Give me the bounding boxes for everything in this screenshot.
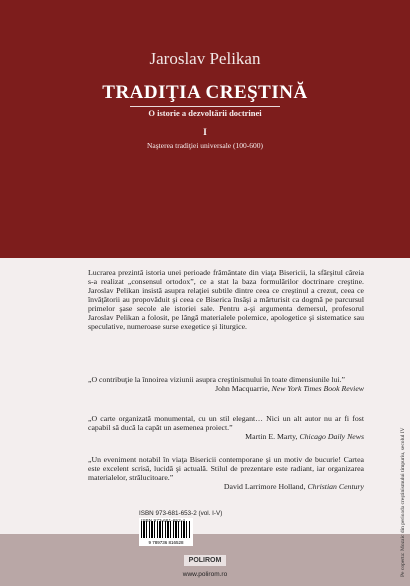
- review-source: Chicago Daily News: [299, 432, 364, 441]
- barcode-number: 9 789736 816528: [148, 540, 184, 545]
- publisher-logo: POLIROM: [184, 555, 226, 566]
- review-attribution: [88, 432, 364, 441]
- review-attribution: [88, 384, 364, 393]
- review-attribution: [88, 482, 364, 491]
- review-quote: [88, 414, 364, 441]
- isbn-set: ISBN 973-681-653-2 (vol. I-V): [139, 510, 223, 517]
- book-description: Lucrarea prezintă istoria unei perioade frământate din viaţa Bisericii, la sfârşitul căreia s-a realizat „consensul ortodox”, ce a stat la baza formulărilor doctrinare creştine. Jaroslav Pelikan insistă asupra relaţiei subtile dintre ceea ce creştinul a crezut, ceea ce învăţătorii au propovăduit şi ceea ce Biserica însăşi a mărturisit ca dogmă pe parcursul primelor şase secole ale istoriei sale. Pentru a-şi argumenta demersul, profesorul Jaroslav Pelikan a folosit, pe lângă materialele polemice, apologetice şi sistematice sau speculative, numeroase surse exegetice şi liturgice.: [88, 268, 364, 331]
- title-divider: [130, 106, 280, 107]
- publisher-website: www.polirom.ro: [182, 571, 228, 578]
- review-quote-text: „O carte organizată monumental, cu un stil elegant… Nici un alt autor nu ar fi fost capabil să ducă la capăt un asemenea proiect.”: [88, 414, 364, 432]
- review-author: David Larrimore Holland,: [223, 482, 306, 491]
- review-quote-text: „Un eveniment notabil în viaţa Bisericii contemporane şi un motiv de bucurie! Cartea este excelent scrisă, lucidă şi actuală. Stilul de prezentare este radiant, iar organizarea materialelor, strălucitoare.”: [88, 455, 364, 482]
- volume-subtitle: Naşterea tradiţiei universale (100-600): [147, 141, 263, 150]
- volume-number: I: [203, 127, 207, 137]
- review-quote: [88, 455, 364, 491]
- cover-header-panel: [0, 0, 410, 258]
- review-quote-text: „O contribuţie la înnoirea viziunii asupra creştinismului în toate dimensiunile lui.”: [88, 375, 346, 384]
- book-subtitle: O istorie a dezvoltării doctrinei: [148, 108, 262, 118]
- cover-credit: [399, 335, 407, 580]
- review-quote: [88, 375, 364, 393]
- review-source: New York Times Book Review: [271, 384, 364, 393]
- book-title: TRADIŢIA CREŞTINĂ: [102, 82, 308, 103]
- barcode-isbn: ISBN 973-681-652-4: [141, 519, 185, 524]
- review-author: John Macquarrie,: [215, 384, 270, 393]
- review-author: Martin E. Marty,: [245, 432, 298, 441]
- review-source: Christian Century: [307, 482, 364, 491]
- author-name: Jaroslav Pelikan: [149, 49, 261, 68]
- cover-credit-text: Pe coperta: Mozaic din perioada creştinismului timpuriu, secolul IV: [400, 427, 406, 577]
